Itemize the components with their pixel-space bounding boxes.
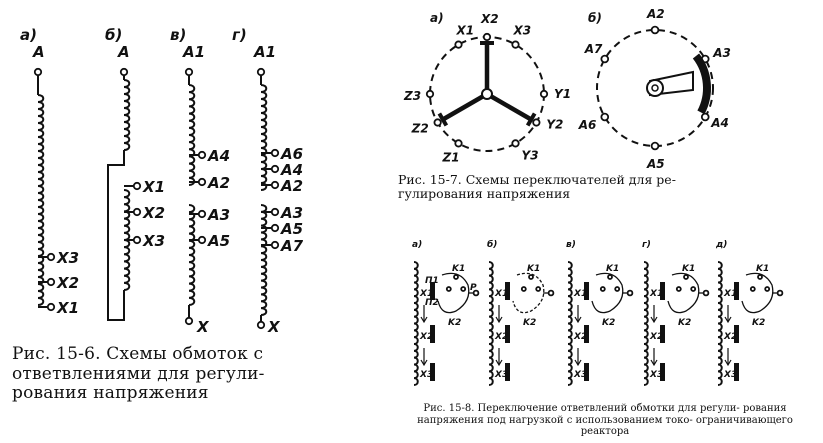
fig8-output-terminal bbox=[628, 291, 633, 296]
fig6-c-tap-label-3: A5 bbox=[208, 232, 231, 250]
fig7-a-contact bbox=[427, 91, 433, 97]
figure-15-6 bbox=[20, 26, 304, 336]
fig8-tap-label: X3 bbox=[724, 370, 738, 380]
fig7-b-contact-bar bbox=[696, 56, 707, 112]
fig6-b-tap-label-1: X2 bbox=[143, 204, 166, 222]
fig6-panel-b-letter: б) bbox=[105, 26, 123, 44]
fig8-panel-letter-1: б) bbox=[487, 240, 498, 250]
fig6-d-top-terminal bbox=[258, 69, 264, 75]
fig8-small-contact bbox=[461, 287, 465, 291]
fig8-k2-label: K2 bbox=[602, 318, 616, 328]
fig8-tap-label: X2 bbox=[495, 332, 509, 342]
fig6-d-bottom-label: X bbox=[268, 318, 280, 336]
fig7-b-hub-center bbox=[652, 85, 658, 91]
fig8-output-terminal bbox=[549, 291, 554, 296]
fig8-output-terminal bbox=[704, 291, 709, 296]
fig8-small-contact bbox=[447, 287, 451, 291]
fig7-a-contact bbox=[533, 119, 539, 125]
fig6-c-coil-lower bbox=[189, 205, 194, 305]
fig8-small-contact bbox=[529, 275, 533, 279]
fig8-reactor-loop bbox=[742, 273, 773, 312]
fig7-a-arm-1 bbox=[487, 94, 531, 120]
fig7-b-contact-label-5: A7 bbox=[584, 42, 603, 56]
fig6-b-tap-terminal bbox=[134, 237, 140, 243]
fig8-winding-3 bbox=[644, 262, 648, 385]
fig7-panel-a-letter: а) bbox=[430, 11, 444, 25]
fig6-d-tap-terminal bbox=[272, 182, 278, 188]
fig6-d-tap-label-5: A7 bbox=[281, 237, 304, 255]
fig7-a-contact bbox=[455, 140, 461, 146]
fig7-a-contact bbox=[484, 34, 490, 40]
fig6-d-coil-upper bbox=[261, 85, 266, 190]
fig6-panel-b-top-label: A bbox=[118, 43, 130, 61]
fig6-b-bridge bbox=[108, 150, 124, 320]
fig7-a-contact-label-1: X2 bbox=[481, 12, 499, 26]
fig8-tap-label: X1 bbox=[650, 289, 664, 299]
fig8-small-contact bbox=[765, 287, 769, 291]
fig7-a-contact-label-7: Z2 bbox=[411, 121, 429, 136]
fig6-c-tap-terminal bbox=[199, 237, 205, 243]
fig7-a-contact bbox=[512, 140, 518, 146]
figure-15-8-caption: Рис. 15-8. Переключение ответвлений обмотки для регули- рования напряжения под нагрузкой с использованием токо- ограничивающего реактора bbox=[417, 403, 793, 437]
fig8-reactor-loop bbox=[592, 273, 623, 312]
fig7-b-contact bbox=[652, 27, 659, 34]
fig6-panel-c-top-label: A1 bbox=[183, 43, 206, 61]
fig8-winding-1 bbox=[489, 262, 493, 385]
fig7-a-contact-label-2: X3 bbox=[513, 23, 532, 38]
fig7-a-contact bbox=[434, 119, 440, 125]
fig8-output-terminal bbox=[778, 291, 783, 296]
figure-15-7-caption: Рис. 15-7. Схемы переключателей для ре- гулирования напряжения bbox=[398, 172, 676, 202]
fig7-b-contact-label-4: A6 bbox=[578, 118, 597, 132]
fig7-b-contact bbox=[702, 114, 709, 121]
fig6-a-tap-label-0: X3 bbox=[57, 249, 80, 267]
fig8-small-contact bbox=[536, 287, 540, 291]
fig8-small-contact bbox=[454, 275, 458, 279]
fig8-p2-label: П2 bbox=[425, 298, 439, 308]
fig6-b-tap-label-2: X3 bbox=[143, 232, 166, 250]
fig7-a-contact bbox=[541, 91, 547, 97]
fig6-a-top-terminal bbox=[35, 69, 41, 75]
fig7-a-arm-2 bbox=[443, 94, 487, 120]
fig7-a-contact-label-5: Y3 bbox=[521, 148, 539, 163]
fig8-tap-label: X1 bbox=[495, 289, 509, 299]
fig6-c-tap-label-0: A4 bbox=[208, 147, 231, 165]
fig6-b-tap-terminal bbox=[134, 209, 140, 215]
fig8-p-label: P bbox=[470, 283, 477, 293]
fig6-d-tap-label-2: A2 bbox=[281, 177, 304, 195]
fig6-a-tap-label-2: X1 bbox=[57, 299, 80, 317]
figure-15-8 bbox=[412, 239, 782, 385]
fig8-tap-label: X1 bbox=[574, 289, 588, 299]
fig8-k2-label: K2 bbox=[752, 318, 766, 328]
fig8-k2-label: K2 bbox=[448, 318, 462, 328]
fig8-small-contact bbox=[601, 287, 605, 291]
fig6-c-coil-upper bbox=[189, 85, 194, 185]
fig6-b-tap-label-0: X1 bbox=[143, 178, 166, 196]
fig8-small-contact bbox=[684, 275, 688, 279]
fig8-panel-letter-2: в) bbox=[566, 240, 576, 250]
fig6-b-tap-terminal bbox=[134, 183, 140, 189]
fig6-d-tap-label-3: A3 bbox=[281, 204, 304, 222]
fig8-winding-2 bbox=[568, 262, 572, 385]
fig6-c-bottom-label: X bbox=[197, 318, 209, 336]
fig6-d-tap-label-4: A5 bbox=[281, 220, 304, 238]
fig7-a-contact-label-4: Y2 bbox=[546, 117, 564, 132]
fig8-small-contact bbox=[677, 287, 681, 291]
fig8-tap-label: X3 bbox=[574, 370, 588, 380]
fig6-c-tap-label-1: A2 bbox=[208, 174, 231, 192]
fig6-d-bottom-terminal bbox=[258, 322, 264, 328]
fig6-panel-d-letter: г) bbox=[232, 26, 247, 44]
fig6-a-tap-terminal bbox=[48, 304, 54, 310]
fig6-d-tap-terminal bbox=[272, 209, 278, 215]
fig7-a-contact-label-0: X1 bbox=[456, 23, 475, 38]
fig6-d-tap-terminal bbox=[272, 150, 278, 156]
fig7-b-contact-label-3: A5 bbox=[647, 157, 665, 171]
fig8-reactor-loop bbox=[513, 273, 544, 312]
fig8-tap-label: X2 bbox=[574, 332, 588, 342]
fig7-a-contact bbox=[512, 41, 518, 47]
fig8-winding-0 bbox=[414, 262, 418, 385]
fig7-a-contact-label-3: Y1 bbox=[554, 87, 572, 101]
fig8-k2-label: K2 bbox=[523, 318, 537, 328]
figure-15-7 bbox=[403, 7, 731, 171]
fig7-b-contact-label-2: A4 bbox=[711, 116, 729, 130]
fig8-k1-label: K1 bbox=[756, 264, 770, 274]
fig7-a-contact bbox=[455, 41, 461, 47]
fig8-tap-label: X1 bbox=[724, 289, 738, 299]
fig8-tap-label: X2 bbox=[650, 332, 664, 342]
fig7-b-contact bbox=[601, 56, 608, 63]
fig6-b-top-terminal bbox=[121, 69, 127, 75]
fig8-tap-label: X3 bbox=[420, 370, 434, 380]
fig6-d-tap-label-1: A4 bbox=[281, 161, 304, 179]
fig6-a-coil bbox=[38, 95, 43, 305]
fig8-small-contact bbox=[691, 287, 695, 291]
fig8-k2-label: K2 bbox=[678, 318, 692, 328]
fig6-c-tap-label-2: A3 bbox=[208, 206, 231, 224]
fig8-panel-letter-0: а) bbox=[412, 240, 423, 250]
fig6-b-coil-upper bbox=[124, 80, 129, 150]
fig8-reactor-loop bbox=[438, 273, 469, 312]
fig8-reactor-loop bbox=[668, 273, 699, 312]
fig8-k1-label: K1 bbox=[527, 264, 541, 274]
fig6-panel-d-top-label: A1 bbox=[254, 43, 277, 61]
fig7-b-contact-label-1: A3 bbox=[713, 46, 731, 60]
fig8-tap-label: X2 bbox=[724, 332, 738, 342]
fig6-a-tap-label-1: X2 bbox=[57, 274, 80, 292]
fig7-a-contact-label-6: Z1 bbox=[442, 150, 460, 165]
fig8-k1-label: K1 bbox=[606, 264, 620, 274]
fig8-panel-letter-3: г) bbox=[642, 240, 651, 250]
fig8-small-contact bbox=[758, 275, 762, 279]
fig6-d-tap-terminal bbox=[272, 242, 278, 248]
fig6-c-tap-terminal bbox=[199, 152, 205, 158]
fig6-d-tap-terminal bbox=[272, 166, 278, 172]
fig6-d-coil-lower bbox=[261, 205, 266, 315]
fig8-tap-label: X3 bbox=[650, 370, 664, 380]
fig7-b-contact bbox=[652, 143, 659, 150]
fig8-panel-letter-4: д) bbox=[716, 240, 728, 250]
fig6-a-tap-terminal bbox=[48, 279, 54, 285]
fig8-p1-label: П1 bbox=[425, 276, 439, 286]
fig7-b-contact-label-0: A2 bbox=[647, 7, 665, 21]
fig6-panel-a-top-label: A bbox=[33, 43, 45, 61]
fig6-c-tap-terminal bbox=[199, 179, 205, 185]
fig8-tap-label: X2 bbox=[420, 332, 434, 342]
fig8-winding-4 bbox=[718, 262, 722, 385]
fig6-panel-c-letter: в) bbox=[170, 26, 187, 44]
fig6-c-bottom-terminal bbox=[186, 318, 192, 324]
fig7-b-contact bbox=[601, 114, 608, 121]
fig8-tap-label: X3 bbox=[495, 370, 509, 380]
fig8-k1-label: K1 bbox=[452, 264, 466, 274]
fig7-panel-b-letter: б) bbox=[588, 11, 602, 25]
fig6-c-top-terminal bbox=[186, 69, 192, 75]
figure-15-6-caption: Рис. 15-6. Схемы обмоток с ответвлениями для регули- рования напряжения bbox=[12, 344, 265, 404]
fig8-small-contact bbox=[751, 287, 755, 291]
fig8-small-contact bbox=[522, 287, 526, 291]
fig6-d-tap-terminal bbox=[272, 225, 278, 231]
fig6-panel-a-letter: а) bbox=[20, 26, 37, 44]
fig8-small-contact bbox=[608, 275, 612, 279]
fig8-tap-label: X1 bbox=[420, 289, 434, 299]
fig8-small-contact bbox=[615, 287, 619, 291]
fig6-a-tap-terminal bbox=[48, 254, 54, 260]
fig8-k1-label: K1 bbox=[682, 264, 696, 274]
fig6-d-tap-label-0: A6 bbox=[281, 145, 304, 163]
fig6-c-tap-terminal bbox=[199, 211, 205, 217]
fig7-a-contact-label-8: Z3 bbox=[404, 89, 422, 103]
fig7-a-hub bbox=[482, 89, 492, 99]
